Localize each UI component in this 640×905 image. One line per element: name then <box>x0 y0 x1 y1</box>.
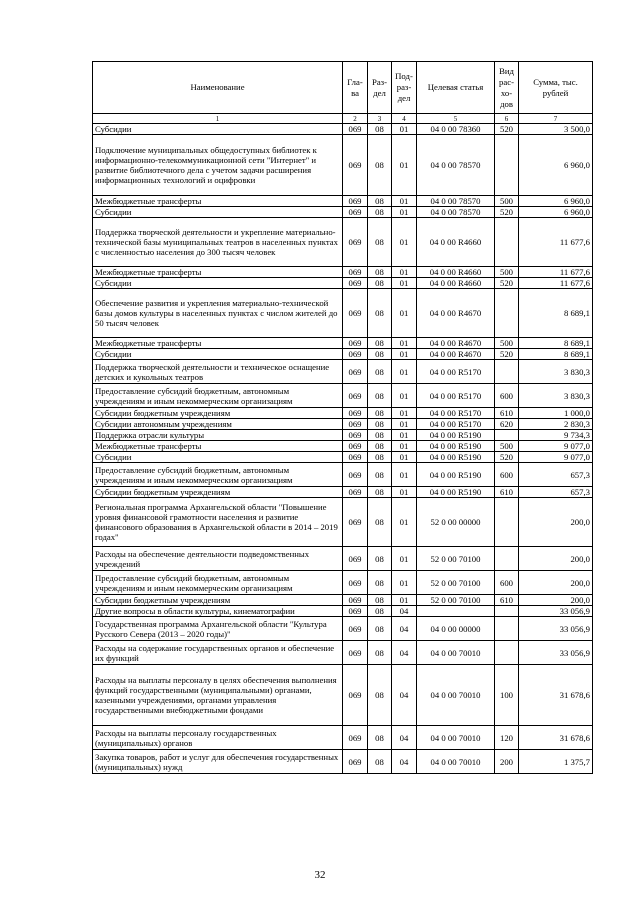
row-expense-type: 500 <box>495 441 519 452</box>
row-chapter: 069 <box>343 595 368 606</box>
row-target: 04 0 00 R4670 <box>417 289 495 338</box>
row-target: 52 0 00 00000 <box>417 498 495 547</box>
row-amount: 200,0 <box>519 547 593 571</box>
column-index: 3 <box>368 114 392 124</box>
row-name: Субсидии <box>93 278 343 289</box>
row-chapter: 069 <box>343 441 368 452</box>
table-row <box>93 360 593 384</box>
row-expense-type: 500 <box>495 338 519 349</box>
row-subsection: 01 <box>392 360 417 384</box>
row-amount: 657,3 <box>519 463 593 487</box>
row-target: 04 0 00 R5190 <box>417 441 495 452</box>
row-section: 08 <box>368 196 392 207</box>
row-chapter: 069 <box>343 135 368 196</box>
table-row <box>93 419 593 430</box>
row-chapter: 069 <box>343 750 368 774</box>
row-chapter: 069 <box>343 267 368 278</box>
header-target: Целевая статья <box>417 62 495 114</box>
table-row <box>93 278 593 289</box>
row-name: Межбюджетные трансферты <box>93 441 343 452</box>
row-amount: 6 960,0 <box>519 196 593 207</box>
row-subsection: 01 <box>392 441 417 452</box>
row-subsection: 01 <box>392 498 417 547</box>
row-subsection: 01 <box>392 218 417 267</box>
row-chapter: 069 <box>343 726 368 750</box>
row-amount: 200,0 <box>519 571 593 595</box>
row-subsection: 01 <box>392 408 417 419</box>
row-target: 04 0 00 R4660 <box>417 267 495 278</box>
row-amount: 31 678,6 <box>519 726 593 750</box>
row-section: 08 <box>368 750 392 774</box>
row-amount: 9 734,3 <box>519 430 593 441</box>
row-expense-type <box>495 617 519 641</box>
row-section: 08 <box>368 124 392 135</box>
row-target: 04 0 00 78570 <box>417 207 495 218</box>
row-amount: 3 500,0 <box>519 124 593 135</box>
row-subsection: 01 <box>392 463 417 487</box>
table-row <box>93 289 593 338</box>
header-row <box>93 62 593 114</box>
row-chapter: 069 <box>343 124 368 135</box>
row-target: 52 0 00 70100 <box>417 595 495 606</box>
row-section: 08 <box>368 547 392 571</box>
row-amount: 33 056,9 <box>519 641 593 665</box>
table-row <box>93 441 593 452</box>
row-target: 04 0 00 R4660 <box>417 218 495 267</box>
row-chapter: 069 <box>343 218 368 267</box>
row-section: 08 <box>368 360 392 384</box>
row-subsection: 01 <box>392 124 417 135</box>
row-expense-type: 520 <box>495 452 519 463</box>
column-index-row <box>93 114 593 124</box>
row-amount: 3 830,3 <box>519 360 593 384</box>
row-subsection: 01 <box>392 196 417 207</box>
column-index: 6 <box>495 114 519 124</box>
row-target: 52 0 00 70100 <box>417 547 495 571</box>
row-chapter: 069 <box>343 207 368 218</box>
table-row <box>93 349 593 360</box>
table-row <box>93 606 593 617</box>
row-chapter: 069 <box>343 665 368 726</box>
row-name: Межбюджетные трансферты <box>93 267 343 278</box>
row-target: 04 0 00 R4660 <box>417 278 495 289</box>
row-amount: 2 830,3 <box>519 419 593 430</box>
row-name: Предоставление субсидий бюджетным, автономным учреждениям и иным некоммерческим организациям <box>93 384 343 408</box>
row-name: Субсидии <box>93 124 343 135</box>
row-target: 04 0 00 R5190 <box>417 487 495 498</box>
row-amount: 8 689,1 <box>519 289 593 338</box>
row-expense-type: 520 <box>495 124 519 135</box>
row-chapter: 069 <box>343 419 368 430</box>
row-chapter: 069 <box>343 430 368 441</box>
row-chapter: 069 <box>343 498 368 547</box>
row-target: 04 0 00 70010 <box>417 665 495 726</box>
row-chapter: 069 <box>343 338 368 349</box>
row-amount: 1 375,7 <box>519 750 593 774</box>
row-expense-type <box>495 360 519 384</box>
row-amount: 8 689,1 <box>519 349 593 360</box>
row-chapter: 069 <box>343 641 368 665</box>
header-chapter: Гла-ва <box>343 62 368 114</box>
row-subsection: 01 <box>392 419 417 430</box>
row-target: 04 0 00 78360 <box>417 124 495 135</box>
row-subsection: 01 <box>392 487 417 498</box>
table-body <box>93 124 593 774</box>
row-expense-type <box>495 430 519 441</box>
row-subsection: 01 <box>392 207 417 218</box>
row-amount: 8 689,1 <box>519 338 593 349</box>
row-target: 04 0 00 R5170 <box>417 408 495 419</box>
row-expense-type <box>495 498 519 547</box>
row-chapter: 069 <box>343 408 368 419</box>
row-expense-type <box>495 289 519 338</box>
table-row <box>93 617 593 641</box>
table-row <box>93 487 593 498</box>
row-target: 04 0 00 70010 <box>417 726 495 750</box>
table-row <box>93 463 593 487</box>
row-expense-type: 610 <box>495 408 519 419</box>
row-expense-type: 610 <box>495 595 519 606</box>
row-chapter: 069 <box>343 617 368 641</box>
row-subsection: 01 <box>392 547 417 571</box>
row-subsection: 01 <box>392 595 417 606</box>
row-target: 04 0 00 R4670 <box>417 349 495 360</box>
row-target <box>417 606 495 617</box>
row-expense-type: 600 <box>495 463 519 487</box>
table-row <box>93 207 593 218</box>
row-expense-type: 120 <box>495 726 519 750</box>
row-section: 08 <box>368 498 392 547</box>
row-section: 08 <box>368 665 392 726</box>
row-target: 04 0 00 R5190 <box>417 430 495 441</box>
row-subsection: 04 <box>392 726 417 750</box>
row-section: 08 <box>368 408 392 419</box>
row-chapter: 069 <box>343 196 368 207</box>
row-name: Субсидии <box>93 349 343 360</box>
header-name: Наименование <box>93 62 343 114</box>
table-row <box>93 384 593 408</box>
row-name: Закупка товаров, работ и услуг для обеспечения государственных (муниципальных) нужд <box>93 750 343 774</box>
row-target: 04 0 00 R5190 <box>417 463 495 487</box>
header-expense-type: Вид рас-хо-дов <box>495 62 519 114</box>
row-chapter: 069 <box>343 360 368 384</box>
row-section: 08 <box>368 349 392 360</box>
row-expense-type: 500 <box>495 267 519 278</box>
row-section: 08 <box>368 726 392 750</box>
row-expense-type: 600 <box>495 571 519 595</box>
row-name: Субсидии <box>93 207 343 218</box>
table-row <box>93 547 593 571</box>
row-amount: 33 056,9 <box>519 606 593 617</box>
row-section: 08 <box>368 595 392 606</box>
row-name: Межбюджетные трансферты <box>93 196 343 207</box>
row-name: Поддержка творческой деятельности и техническое оснащение детских и кукольных театров <box>93 360 343 384</box>
row-expense-type <box>495 218 519 267</box>
row-target: 04 0 00 R5170 <box>417 360 495 384</box>
row-target: 04 0 00 78570 <box>417 135 495 196</box>
row-subsection: 01 <box>392 267 417 278</box>
row-target: 04 0 00 R5190 <box>417 452 495 463</box>
row-expense-type <box>495 641 519 665</box>
row-subsection: 01 <box>392 430 417 441</box>
header-subsection: Под-раз-дел <box>392 62 417 114</box>
table-row <box>93 498 593 547</box>
row-name: Государственная программа Архангельской области "Культура Русского Севера (2013 – 2020 годы)" <box>93 617 343 641</box>
row-expense-type: 520 <box>495 278 519 289</box>
row-section: 08 <box>368 617 392 641</box>
page-number: 32 <box>314 869 326 881</box>
column-index: 2 <box>343 114 368 124</box>
table-row <box>93 408 593 419</box>
row-chapter: 069 <box>343 349 368 360</box>
row-name: Другие вопросы в области культуры, кинематографии <box>93 606 343 617</box>
row-name: Субсидии бюджетным учреждениям <box>93 595 343 606</box>
row-name: Региональная программа Архангельской области "Повышение уровня финансовой грамотности населения и развитие финансового образования в Архангельской области в 2014 – 2019 годах" <box>93 498 343 547</box>
row-subsection: 04 <box>392 665 417 726</box>
row-amount: 1 000,0 <box>519 408 593 419</box>
row-section: 08 <box>368 441 392 452</box>
row-section: 08 <box>368 419 392 430</box>
row-chapter: 069 <box>343 463 368 487</box>
row-amount: 3 830,3 <box>519 384 593 408</box>
row-section: 08 <box>368 463 392 487</box>
table-row <box>93 196 593 207</box>
table-row <box>93 665 593 726</box>
row-section: 08 <box>368 289 392 338</box>
table-row <box>93 641 593 665</box>
table-row <box>93 135 593 196</box>
row-chapter: 069 <box>343 547 368 571</box>
row-section: 08 <box>368 487 392 498</box>
row-subsection: 01 <box>392 278 417 289</box>
row-name: Субсидии <box>93 452 343 463</box>
row-name: Субсидии автономным учреждениям <box>93 419 343 430</box>
row-amount: 33 056,9 <box>519 617 593 641</box>
row-amount: 11 677,6 <box>519 218 593 267</box>
table-row <box>93 571 593 595</box>
row-section: 08 <box>368 278 392 289</box>
column-index: 5 <box>417 114 495 124</box>
row-section: 08 <box>368 641 392 665</box>
row-subsection: 04 <box>392 617 417 641</box>
row-name: Предоставление субсидий бюджетным, автономным учреждениям и иным некоммерческим организациям <box>93 463 343 487</box>
row-subsection: 01 <box>392 384 417 408</box>
row-expense-type: 200 <box>495 750 519 774</box>
row-section: 08 <box>368 135 392 196</box>
row-subsection: 04 <box>392 606 417 617</box>
row-target: 04 0 00 R5170 <box>417 384 495 408</box>
row-name: Субсидии бюджетным учреждениям <box>93 487 343 498</box>
row-target: 52 0 00 70100 <box>417 571 495 595</box>
row-name: Расходы на обеспечение деятельности подведомственных учреждений <box>93 547 343 571</box>
header-amount: Сумма, тыс. рублей <box>519 62 593 114</box>
row-chapter: 069 <box>343 571 368 595</box>
row-name: Поддержка творческой деятельности и укрепление материально-технической базы муниципальных театров в населенных пунктах с численностью населения до 300 тысяч человек <box>93 218 343 267</box>
row-subsection: 01 <box>392 289 417 338</box>
row-subsection: 01 <box>392 571 417 595</box>
row-target: 04 0 00 R5170 <box>417 419 495 430</box>
row-amount: 9 077,0 <box>519 441 593 452</box>
row-amount: 6 960,0 <box>519 135 593 196</box>
row-expense-type: 100 <box>495 665 519 726</box>
row-section: 08 <box>368 430 392 441</box>
row-chapter: 069 <box>343 289 368 338</box>
row-name: Расходы на содержание государственных органов и обеспечение их функций <box>93 641 343 665</box>
table-row <box>93 338 593 349</box>
row-target: 04 0 00 78570 <box>417 196 495 207</box>
row-expense-type: 600 <box>495 384 519 408</box>
row-subsection: 04 <box>392 750 417 774</box>
row-target: 04 0 00 70010 <box>417 641 495 665</box>
row-subsection: 01 <box>392 338 417 349</box>
row-name: Поддержка отрасли культуры <box>93 430 343 441</box>
row-section: 08 <box>368 606 392 617</box>
table-row <box>93 595 593 606</box>
row-chapter: 069 <box>343 452 368 463</box>
row-expense-type <box>495 547 519 571</box>
table-row <box>93 218 593 267</box>
row-amount: 200,0 <box>519 498 593 547</box>
row-name: Предоставление субсидий бюджетным, автономным учреждениям и иным некоммерческим организациям <box>93 571 343 595</box>
row-section: 08 <box>368 338 392 349</box>
row-chapter: 069 <box>343 278 368 289</box>
row-name: Субсидии бюджетным учреждениям <box>93 408 343 419</box>
row-subsection: 04 <box>392 641 417 665</box>
table-row <box>93 430 593 441</box>
row-chapter: 069 <box>343 384 368 408</box>
table-row <box>93 267 593 278</box>
row-expense-type: 620 <box>495 419 519 430</box>
row-amount: 657,3 <box>519 487 593 498</box>
row-section: 08 <box>368 267 392 278</box>
table-row <box>93 726 593 750</box>
row-expense-type <box>495 606 519 617</box>
row-target: 04 0 00 R4670 <box>417 338 495 349</box>
row-subsection: 01 <box>392 452 417 463</box>
row-name: Подключение муниципальных общедоступных библиотек к информационно-телекоммуникационной сети "Интернет" и развитие библиотечного дела с учетом задачи расширения информационных технологий и оцифровки <box>93 135 343 196</box>
table-row <box>93 452 593 463</box>
column-index: 7 <box>519 114 593 124</box>
row-expense-type: 520 <box>495 207 519 218</box>
table-row <box>93 124 593 135</box>
row-name: Межбюджетные трансферты <box>93 338 343 349</box>
row-target: 04 0 00 00000 <box>417 617 495 641</box>
table-row <box>93 750 593 774</box>
row-name: Обеспечение развития и укрепления материально-технической базы домов культуры в населенных пунктах с числом жителей до 50 тысяч человек <box>93 289 343 338</box>
row-amount: 6 960,0 <box>519 207 593 218</box>
column-index: 1 <box>93 114 343 124</box>
row-amount: 200,0 <box>519 595 593 606</box>
row-amount: 31 678,6 <box>519 665 593 726</box>
row-chapter: 069 <box>343 606 368 617</box>
row-amount: 9 077,0 <box>519 452 593 463</box>
row-section: 08 <box>368 218 392 267</box>
row-expense-type: 610 <box>495 487 519 498</box>
row-section: 08 <box>368 571 392 595</box>
header-section: Раз-дел <box>368 62 392 114</box>
row-amount: 11 677,6 <box>519 267 593 278</box>
row-name: Расходы на выплаты персоналу в целях обеспечения выполнения функций государственными (муниципальными) органами, казенными учреждениями, органами управления государственными внебюджетными фондами <box>93 665 343 726</box>
row-section: 08 <box>368 384 392 408</box>
row-subsection: 01 <box>392 349 417 360</box>
budget-table <box>92 61 593 774</box>
row-section: 08 <box>368 452 392 463</box>
row-chapter: 069 <box>343 487 368 498</box>
row-subsection: 01 <box>392 135 417 196</box>
row-expense-type: 520 <box>495 349 519 360</box>
row-name: Расходы на выплаты персоналу государственных (муниципальных) органов <box>93 726 343 750</box>
row-expense-type <box>495 135 519 196</box>
column-index: 4 <box>392 114 417 124</box>
row-amount: 11 677,6 <box>519 278 593 289</box>
row-target: 04 0 00 70010 <box>417 750 495 774</box>
row-expense-type: 500 <box>495 196 519 207</box>
row-section: 08 <box>368 207 392 218</box>
